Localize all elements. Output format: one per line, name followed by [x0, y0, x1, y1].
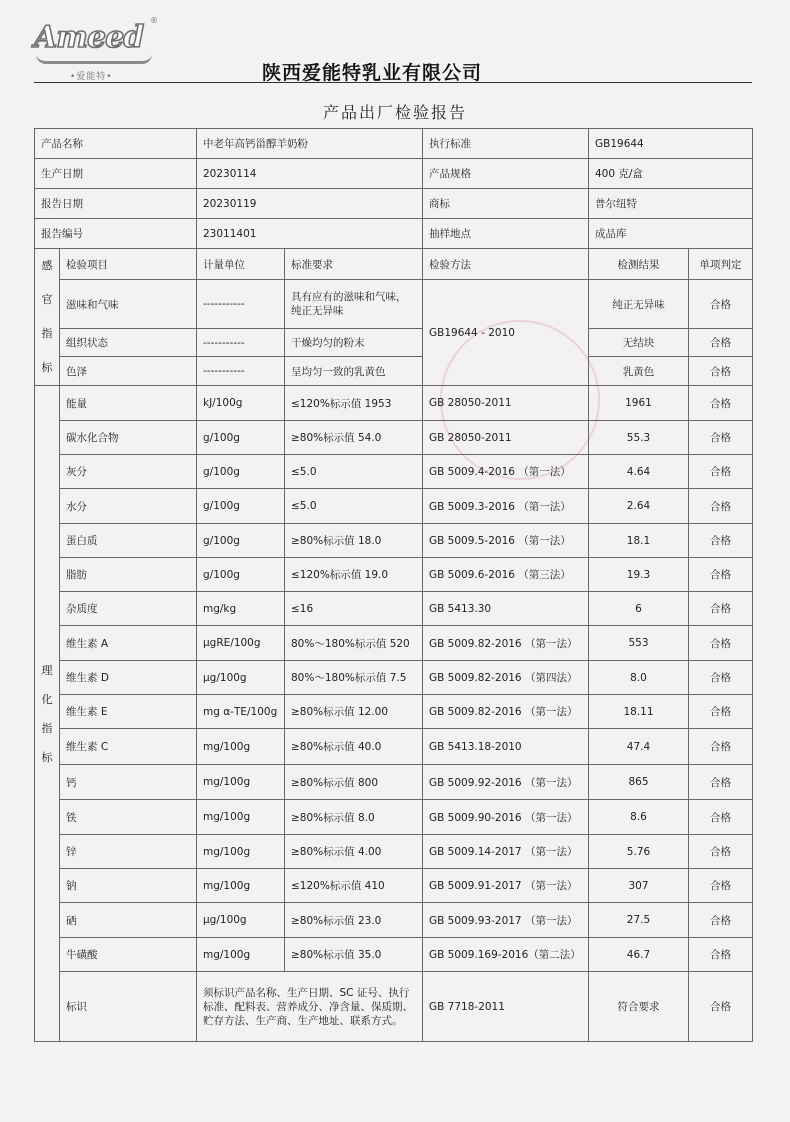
item-result: 符合要求 [589, 972, 689, 1042]
physchem-row [35, 835, 753, 869]
item-requirement: ≥80%标示值 40.0 [285, 729, 423, 765]
info-label: 抽样地点 [423, 219, 589, 249]
item-judgement: 合格 [689, 903, 753, 938]
category-char: 理 [41, 663, 53, 677]
item-name: 脂肪 [60, 558, 197, 592]
item-result: 307 [589, 869, 689, 903]
info-label: 产品名称 [35, 129, 197, 159]
item-requirement: ≥80%标示值 12.00 [285, 695, 423, 729]
company-name: 陕西爱能特乳业有限公司 [262, 62, 483, 84]
physchem-row [35, 765, 753, 800]
item-requirement: 须标识产品名称、生产日期、SC 证号、执行标准、配料表、营养成分、净含量、保质期、贮存方法、生产商、生产地址、联系方式。 [197, 972, 423, 1042]
item-requirement: 干燥均匀的粉末 [285, 329, 423, 357]
item-requirement: ≤120%标示值 19.0 [285, 558, 423, 592]
physchem-row [35, 938, 753, 972]
category-char: 标 [41, 750, 53, 764]
item-method: GB 5009.93-2017 （第一法） [423, 903, 589, 938]
item-unit: μg/100g [197, 903, 285, 938]
registered-mark: ® [150, 16, 158, 25]
item-name: 牛磺酸 [60, 938, 197, 972]
item-judgement: 合格 [689, 695, 753, 729]
info-label: 生产日期 [35, 159, 197, 189]
item-name: 蛋白质 [60, 524, 197, 558]
item-unit: mg/100g [197, 869, 285, 903]
header-req: 标准要求 [285, 249, 423, 280]
item-requirement: ≥80%标示值 54.0 [285, 421, 423, 455]
item-judgement: 合格 [689, 800, 753, 835]
item-result: 4.64 [589, 455, 689, 489]
physchem-row [35, 869, 753, 903]
item-method: GB 5009.92-2016 （第一法） [423, 765, 589, 800]
category-char: 感 [41, 259, 53, 272]
item-requirement: ≥80%标示值 800 [285, 765, 423, 800]
item-requirement: ≤120%标示值 1953 [285, 386, 423, 421]
item-unit: mg α-TE/100g [197, 695, 285, 729]
item-unit: g/100g [197, 421, 285, 455]
info-value: GB19644 [589, 129, 753, 159]
item-result: 纯正无异味 [589, 280, 689, 329]
item-requirement: ≤5.0 [285, 455, 423, 489]
logo-swoosh [36, 54, 152, 64]
item-result: 2.64 [589, 489, 689, 524]
item-method: GB 5009.82-2016 （第一法） [423, 695, 589, 729]
item-name: 维生素 D [60, 661, 197, 695]
item-method: GB 5009.6-2016 （第三法） [423, 558, 589, 592]
info-value: 23011401 [197, 219, 423, 249]
logo-wordmark: Ameed [34, 20, 144, 55]
info-value: 20230114 [197, 159, 423, 189]
item-name: 滋味和气味 [60, 280, 197, 329]
item-method: GB 5009.5-2016 （第一法） [423, 524, 589, 558]
item-method: GB 5009.82-2016 （第四法） [423, 661, 589, 695]
item-requirement: ≤120%标示值 410 [285, 869, 423, 903]
item-judgement: 合格 [689, 421, 753, 455]
item-unit: g/100g [197, 524, 285, 558]
sensory-method: GB19644 - 2010 [423, 280, 589, 386]
item-result: 18.1 [589, 524, 689, 558]
item-name: 钠 [60, 869, 197, 903]
item-unit: mg/100g [197, 729, 285, 765]
category-sensory [35, 249, 60, 386]
item-method: GB 5413.30 [423, 592, 589, 626]
info-label: 报告编号 [35, 219, 197, 249]
info-row [35, 159, 753, 189]
item-name: 组织状态 [60, 329, 197, 357]
item-unit: ----------- [197, 357, 285, 386]
item-unit: mg/kg [197, 592, 285, 626]
item-unit: μgRE/100g [197, 626, 285, 661]
sensory-row [35, 329, 753, 357]
info-value: 400 克/盒 [589, 159, 753, 189]
item-method: GB 7718-2011 [423, 972, 589, 1042]
item-unit: kJ/100g [197, 386, 285, 421]
item-judgement: 合格 [689, 357, 753, 386]
item-judgement: 合格 [689, 661, 753, 695]
report-title: 产品出厂检验报告 [322, 103, 467, 122]
category-char: 标 [41, 361, 53, 374]
item-result: 1961 [589, 386, 689, 421]
header-item: 检验项目 [60, 249, 197, 280]
item-method: GB 28050-2011 [423, 386, 589, 421]
item-result: 553 [589, 626, 689, 661]
item-result: 46.7 [589, 938, 689, 972]
item-judgement: 合格 [689, 729, 753, 765]
item-result: 55.3 [589, 421, 689, 455]
header-divider [34, 82, 752, 83]
sensory-row [35, 280, 753, 329]
header-result: 检测结果 [589, 249, 689, 280]
item-result: 47.4 [589, 729, 689, 765]
item-name: 维生素 A [60, 626, 197, 661]
item-judgement: 合格 [689, 329, 753, 357]
item-judgement: 合格 [689, 592, 753, 626]
item-unit: g/100g [197, 489, 285, 524]
item-method: GB 5009.91-2017 （第一法） [423, 869, 589, 903]
info-value: 普尔纽特 [589, 189, 753, 219]
logo-subtitle: •爱能特• [70, 72, 113, 82]
item-result: 19.3 [589, 558, 689, 592]
physchem-row [35, 386, 753, 421]
item-unit: ----------- [197, 280, 285, 329]
physchem-row [35, 695, 753, 729]
item-method: GB 5009.82-2016 （第一法） [423, 626, 589, 661]
info-value: 20230119 [197, 189, 423, 219]
item-unit: μg/100g [197, 661, 285, 695]
header-judge: 单项判定 [689, 249, 753, 280]
physchem-row [35, 489, 753, 524]
column-header-row [35, 249, 753, 280]
item-name: 硒 [60, 903, 197, 938]
item-method: GB 5009.14-2017 （第一法） [423, 835, 589, 869]
item-requirement: 具有应有的滋味和气味，纯正无异味 [285, 280, 423, 329]
header-method: 检验方法 [423, 249, 589, 280]
item-name: 维生素 E [60, 695, 197, 729]
item-name: 能量 [60, 386, 197, 421]
physchem-row [35, 661, 753, 695]
item-name: 碳水化合物 [60, 421, 197, 455]
info-row [35, 219, 753, 249]
item-unit: mg/100g [197, 765, 285, 800]
physchem-row [35, 421, 753, 455]
inspection-table-body [35, 129, 753, 1042]
item-judgement: 合格 [689, 489, 753, 524]
item-judgement: 合格 [689, 835, 753, 869]
info-value: 成品库 [589, 219, 753, 249]
item-judgement: 合格 [689, 972, 753, 1042]
inspection-table [34, 128, 753, 1042]
item-result: 无结块 [589, 329, 689, 357]
physchem-row [35, 558, 753, 592]
info-row [35, 189, 753, 219]
item-name: 杂质度 [60, 592, 197, 626]
item-requirement: ≥80%标示值 8.0 [285, 800, 423, 835]
info-label: 产品规格 [423, 159, 589, 189]
item-result: 8.6 [589, 800, 689, 835]
physchem-row [35, 626, 753, 661]
item-judgement: 合格 [689, 626, 753, 661]
item-method: GB 5009.169-2016（第二法） [423, 938, 589, 972]
item-requirement: ≥80%标示值 23.0 [285, 903, 423, 938]
info-label: 报告日期 [35, 189, 197, 219]
physchem-row [35, 455, 753, 489]
company-logo [34, 14, 158, 82]
item-requirement: ≥80%标示值 18.0 [285, 524, 423, 558]
item-unit: mg/100g [197, 938, 285, 972]
item-requirement: 呈均匀一致的乳黄色 [285, 357, 423, 386]
item-requirement: ≥80%标示值 35.0 [285, 938, 423, 972]
item-result: 5.76 [589, 835, 689, 869]
item-result: 27.5 [589, 903, 689, 938]
header-unit: 计量单位 [197, 249, 285, 280]
item-result: 8.0 [589, 661, 689, 695]
item-result: 865 [589, 765, 689, 800]
physchem-row [35, 800, 753, 835]
category-char: 官 [41, 293, 53, 306]
item-name: 水分 [60, 489, 197, 524]
item-method: GB 5413.18-2010 [423, 729, 589, 765]
physchem-row [35, 903, 753, 938]
item-unit: ----------- [197, 329, 285, 357]
category-physchem [35, 386, 60, 1042]
item-unit: mg/100g [197, 800, 285, 835]
item-judgement: 合格 [689, 455, 753, 489]
item-method: GB 28050-2011 [423, 421, 589, 455]
sensory-row [35, 357, 753, 386]
item-requirement: ≥80%标示值 4.00 [285, 835, 423, 869]
item-name: 灰分 [60, 455, 197, 489]
item-result: 6 [589, 592, 689, 626]
item-judgement: 合格 [689, 386, 753, 421]
item-method: GB 5009.3-2016 （第一法） [423, 489, 589, 524]
item-name: 锌 [60, 835, 197, 869]
label-row [35, 972, 753, 1042]
item-method: GB 5009.4-2016 （第一法） [423, 455, 589, 489]
physchem-row [35, 524, 753, 558]
item-judgement: 合格 [689, 558, 753, 592]
item-requirement: 80%～180%标示值 520 [285, 626, 423, 661]
category-char: 指 [41, 721, 53, 735]
item-unit: mg/100g [197, 835, 285, 869]
info-label: 商标 [423, 189, 589, 219]
physchem-row [35, 592, 753, 626]
item-judgement: 合格 [689, 938, 753, 972]
info-label: 执行标准 [423, 129, 589, 159]
item-name: 维生素 C [60, 729, 197, 765]
physchem-row [35, 729, 753, 765]
item-unit: g/100g [197, 558, 285, 592]
item-judgement: 合格 [689, 765, 753, 800]
item-requirement: ≤16 [285, 592, 423, 626]
info-value: 中老年高钙甾醇羊奶粉 [197, 129, 423, 159]
category-char: 化 [41, 692, 53, 706]
item-name: 色泽 [60, 357, 197, 386]
item-judgement: 合格 [689, 280, 753, 329]
item-requirement: ≤5.0 [285, 489, 423, 524]
item-name: 铁 [60, 800, 197, 835]
item-method: GB 5009.90-2016 （第一法） [423, 800, 589, 835]
category-char: 指 [41, 327, 53, 340]
item-judgement: 合格 [689, 869, 753, 903]
item-name: 钙 [60, 765, 197, 800]
item-requirement: 80%～180%标示值 7.5 [285, 661, 423, 695]
item-unit: g/100g [197, 455, 285, 489]
item-judgement: 合格 [689, 524, 753, 558]
info-row [35, 129, 753, 159]
item-result: 乳黄色 [589, 357, 689, 386]
item-name: 标识 [60, 972, 197, 1042]
item-result: 18.11 [589, 695, 689, 729]
